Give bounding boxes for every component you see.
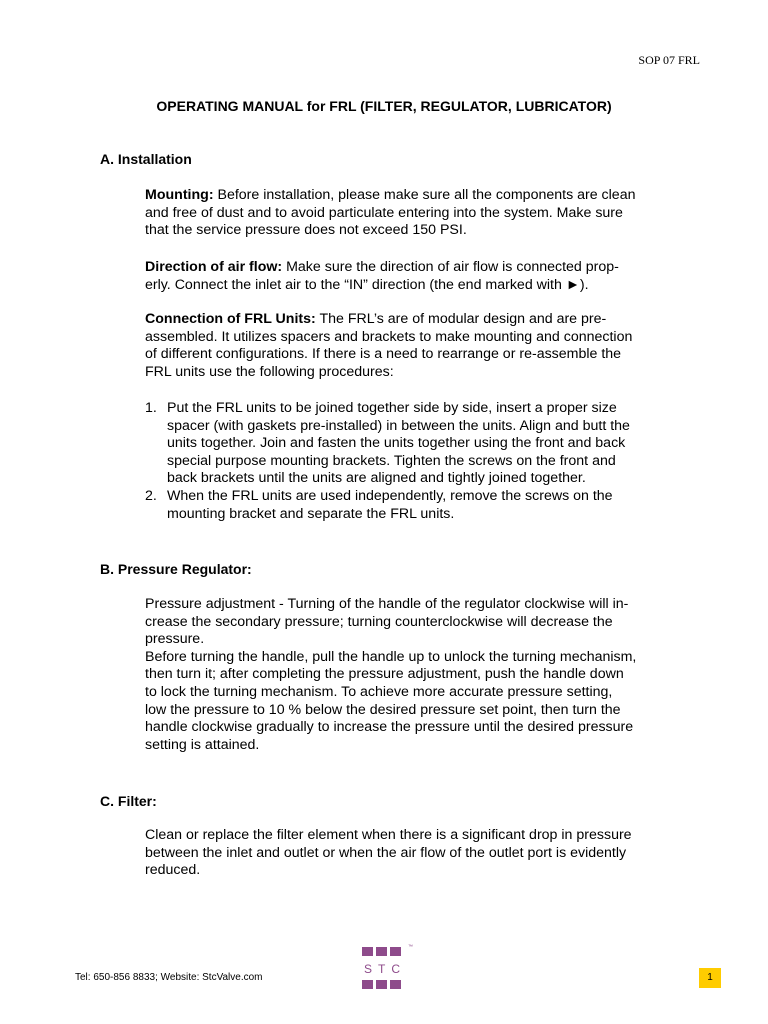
section-c-heading: C. Filter: xyxy=(100,793,157,809)
logo-square xyxy=(390,980,401,989)
document-title: OPERATING MANUAL for FRL (FILTER, REGULATOR, LUBRICATOR) xyxy=(156,98,612,114)
trademark-mark: ™ xyxy=(408,944,413,950)
connection-text-line: assembled. It utilizes spacers and brackets to make mounting and connection xyxy=(145,328,633,345)
connection-label: Connection of FRL Units: xyxy=(145,311,316,327)
airflow-paragraph xyxy=(145,259,670,294)
footer-contact: Tel: 650-856 8833; Website: StcValve.com xyxy=(75,972,263,983)
logo-square xyxy=(376,947,387,956)
stc-logo xyxy=(362,944,413,993)
airflow-text-line: erly. Connect the inlet air to the “IN” direction (the end marked with ►). xyxy=(145,276,589,293)
list-item-line: When the FRL units are used independently, remove the screws on the xyxy=(167,487,613,504)
page-number-badge: 1 xyxy=(699,968,721,988)
regulator-text-line: Before turning the handle, pull the handle up to unlock the turning mechanism, xyxy=(145,648,637,665)
list-item-line: back brackets until the units are aligned and tightly joined together. xyxy=(167,470,586,487)
procedure-list xyxy=(145,400,675,523)
logo-square xyxy=(362,980,373,989)
filter-text-line: between the inlet and outlet or when the air flow of the outlet port is evidently xyxy=(145,844,627,861)
section-b-heading: B. Pressure Regulator: xyxy=(100,561,252,577)
connection-text-line: FRL units use the following procedures: xyxy=(145,363,394,380)
connection-text-line: The FRL’s are of modular design and are pre- xyxy=(315,311,607,327)
mounting-label: Mounting: xyxy=(145,187,214,203)
logo-text: STC xyxy=(364,962,406,976)
mounting-text-line: and free of dust and to avoid particulate entering into the system. Make sure xyxy=(145,204,623,221)
filter-paragraph xyxy=(145,827,670,880)
list-item xyxy=(145,400,675,488)
airflow-text-line: Make sure the direction of air flow is connected prop- xyxy=(282,259,619,275)
list-item-number: 2. xyxy=(145,487,157,504)
document-code: SOP 07 FRL xyxy=(638,53,700,67)
logo-square xyxy=(362,947,373,956)
airflow-label: Direction of air flow: xyxy=(145,259,283,275)
regulator-text-line: handle clockwise gradually to increase the pressure until the desired pressure xyxy=(145,719,634,736)
regulator-paragraph xyxy=(145,596,670,754)
regulator-text-line: low the pressure to 10 % below the desired pressure set point, then turn the xyxy=(145,701,621,718)
mounting-paragraph xyxy=(145,187,670,240)
connection-text-line: of different configurations. If there is a need to rearrange or re-assemble the xyxy=(145,346,622,363)
regulator-text-line: pressure. xyxy=(145,631,205,648)
filter-text-line: Clean or replace the filter element when there is a significant drop in pressure xyxy=(145,827,632,843)
regulator-text-line: crease the secondary pressure; turning counterclockwise will decrease the xyxy=(145,613,613,630)
list-item-line: units together. Join and fasten the units together using the front and back xyxy=(167,435,626,452)
section-a-heading: A. Installation xyxy=(100,151,192,167)
regulator-text-line: then turn it; after completing the pressure adjustment, push the handle down xyxy=(145,666,624,683)
regulator-text-line: setting is attained. xyxy=(145,736,260,753)
list-item-line: special purpose mounting brackets. Tighten the screws on the front and xyxy=(167,452,616,469)
logo-square xyxy=(390,947,401,956)
mounting-text-line: Before installation, please make sure all the components are clean xyxy=(213,187,636,203)
list-item-line: Put the FRL units to be joined together side by side, insert a proper size xyxy=(167,400,617,416)
filter-text-line: reduced. xyxy=(145,862,201,879)
regulator-text-line: to lock the turning mechanism. To achieve more accurate pressure setting, xyxy=(145,683,613,700)
connection-paragraph xyxy=(145,311,670,381)
list-item xyxy=(145,488,675,523)
list-item-line: spacer (with gaskets pre-installed) in between the units. Align and butt the xyxy=(167,417,630,434)
list-item-number: 1. xyxy=(145,400,157,416)
list-item-line: mounting bracket and separate the FRL units. xyxy=(167,505,455,522)
mounting-text-line: that the service pressure does not exceed 150 PSI. xyxy=(145,222,467,239)
logo-square xyxy=(376,980,387,989)
regulator-text-line: Pressure adjustment - Turning of the handle of the regulator clockwise will in- xyxy=(145,596,629,612)
